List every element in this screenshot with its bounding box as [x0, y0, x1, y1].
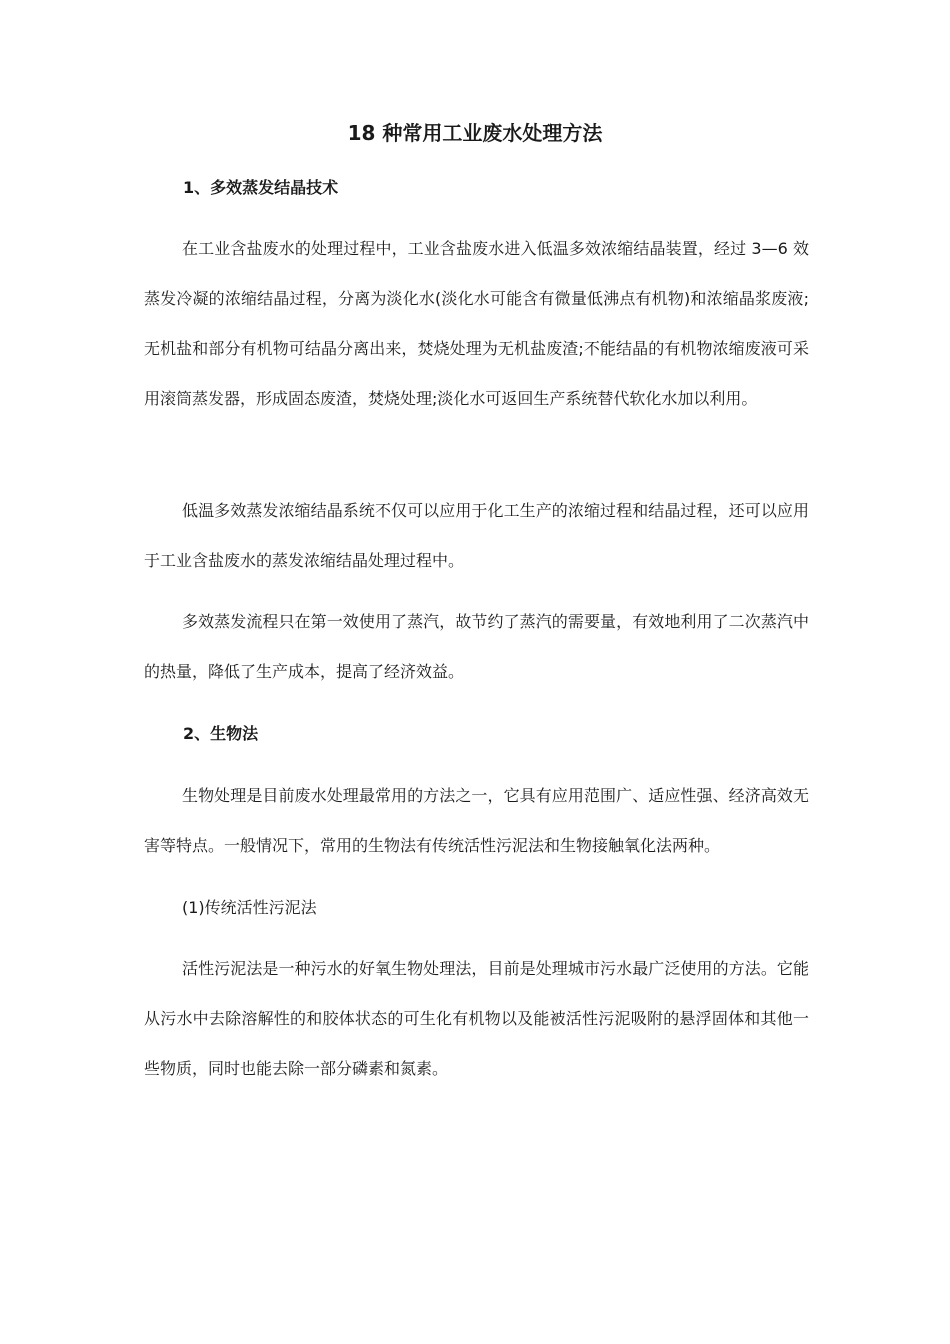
- paragraph-evaporation-process: 在工业含盐废水的处理过程中，工业含盐废水进入低温多效浓缩结晶装置，经过 3—6 效蒸发冷凝的浓缩结晶过程，分离为淡化水(淡化水可能含有微量低沸点有机物)和浓缩晶浆废液;无机盐和部分有机物可结晶分离出来，焚烧处理为无机盐废渣;不能结晶的有机物浓缩废液可采用滚筒蒸发器，形成固态废渣，焚烧处理;淡化水可返回生产系统替代软化水加以利用。: [144, 239, 809, 408]
- paragraph-biological-intro: 生物处理是目前废水处理最常用的方法之一，它具有应用范围广、适应性强、经济高效无害等特点。一般情况下，常用的生物法有传统活性污泥法和生物接触氧化法两种。: [144, 786, 809, 855]
- subheading-activated-sludge: (1)传统活性污泥法: [182, 898, 317, 917]
- paragraph-evaporation-application: 低温多效蒸发浓缩结晶系统不仅可以应用于化工生产的浓缩过程和结晶过程，还可以应用于工业含盐废水的蒸发浓缩结晶处理过程中。: [144, 501, 809, 570]
- paragraph-activated-sludge: 活性污泥法是一种污水的好氧生物处理法，目前是处理城市污水最广泛使用的方法。它能从污水中去除溶解性的和胶体状态的可生化有机物以及能被活性污泥吸附的悬浮固体和其他一些物质，同时也能去除一部分磷素和氮素。: [144, 959, 809, 1078]
- paragraph-evaporation-benefits: 多效蒸发流程只在第一效使用了蒸汽，故节约了蒸汽的需要量，有效地利用了二次蒸汽中的热量，降低了生产成本，提高了经济效益。: [144, 612, 809, 681]
- section-heading-biological-method: 2、生物法: [183, 724, 259, 743]
- document-title: 18 种常用工业废水处理方法: [347, 121, 603, 145]
- section-heading-multi-effect-evaporation: 1、多效蒸发结晶技术: [183, 178, 339, 197]
